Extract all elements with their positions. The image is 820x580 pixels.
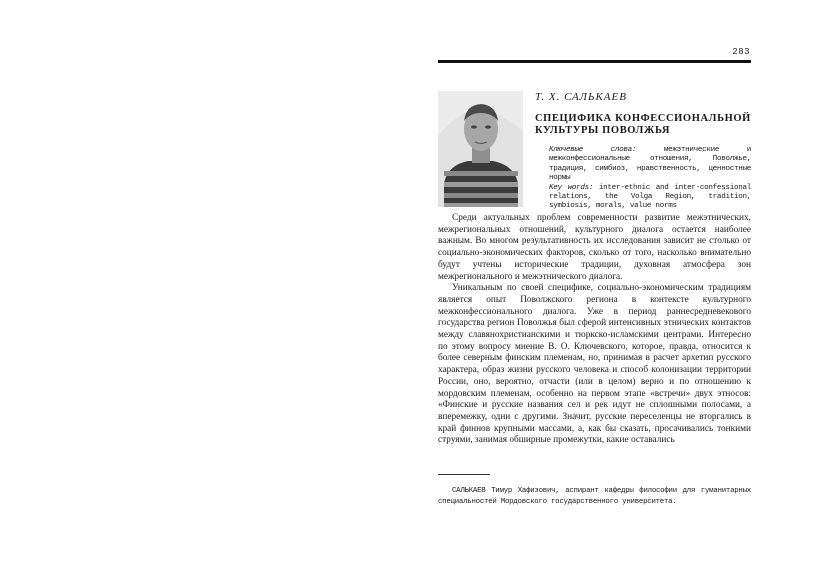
author-portrait-image [438,91,523,207]
footnote-rule [438,474,490,475]
author-photo [438,91,523,207]
keywords-en [535,184,751,212]
keywords-ru [535,146,751,184]
paragraph-1: Среди актуальных проблем современности развитие межэтнических, межрегиональных отношений, культурного диалога остается наиболее важным. Во многом результативность их исследования зависит не столько от социально-экономических факторов, сколько от того, насколько внимательно будут учтены исторические традиции, духовная атмосфера зон межрегионального и межэтнического диалога. [438,213,751,282]
page-number: 283 [732,47,750,57]
keywords-en-text: inter-ethnic and inter-confessional relations, the Volga Region, tradition, symbiosis, morals, value norms [549,183,751,211]
keywords-ru-label: Ключевые слова: [549,146,637,154]
keywords-ru-text: межэтнические и межконфессиональные отношения, Поволжье, традиция, симбиоз, нравственность, ценностные нормы [549,146,752,183]
header-rule [438,60,751,63]
paragraph-2: Уникальным по своей специфике, социально-экономическим традициям является опыт Поволжского региона в контексте культурного межконфессионального диалога. Уже в период раннесредневекового государства регион Поволжья был сферой интенсивных этнических контактов между славянохристианскими и тюркско-исламскими центрами. Интересно по этому вопросу мнение В. О. Ключевского, которое, правда, относится к более северным финским племенам, но, принимая в расчет архетип русского характера, образ жизни русского человека и способ колонизации территории России, оно, вероятно, отчасти (или в целом) верно и по отношению к мордовским племенам, особенно на первом этапе «встречи» двух этносов: «Финские и русские названия сел и рек идут не сплошными полосами, а вперемежку, одни с другими. Значит, русские переселенцы не вторгались в край финнов крупными массами, а, как бы сказать, просачивались тонкими струями, занимая обширные промежутки, какие оставались [438,283,751,446]
article-author: Т. Х. САЛЬКАЕВ [535,91,627,103]
article-body [438,213,751,447]
article-title: СПЕЦИФИКА КОНФЕССИОНАЛЬНОЙ КУЛЬТУРЫ ПОВОЛЖЬЯ [535,113,751,136]
keywords-en-label: Key words: [549,183,594,192]
keywords-block [535,146,751,212]
author-footnote: САЛЬКАЕВ Тимур Хафизович, аспирант кафедры философии для гуманитарных специальностей Мордовского государственного университета. [438,487,751,506]
